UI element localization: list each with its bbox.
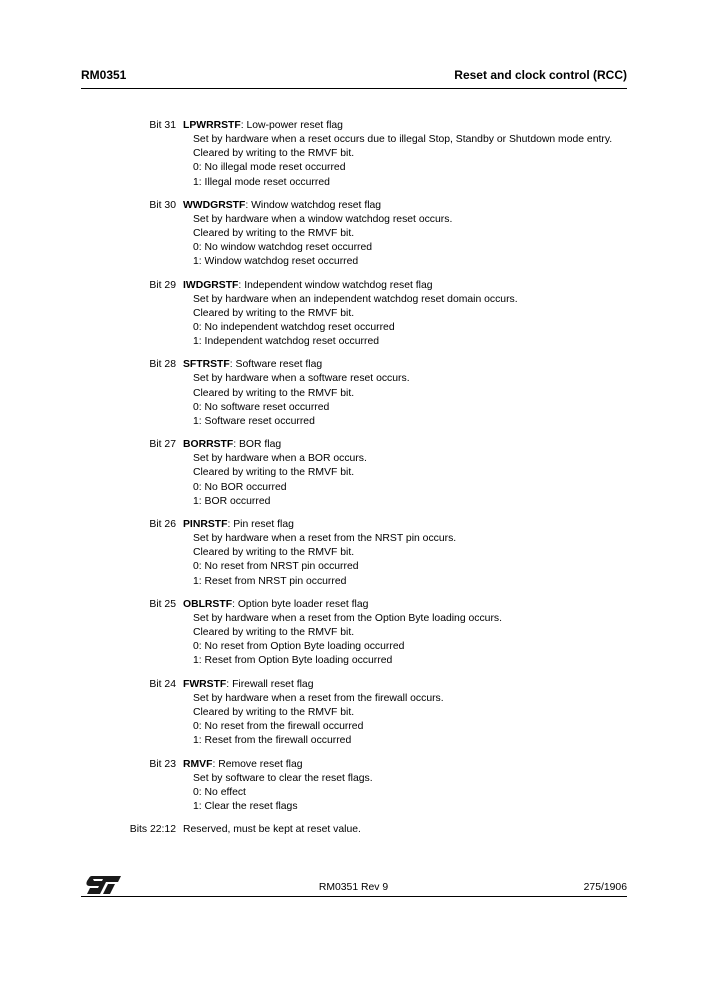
bit-detail-lines: [193, 692, 707, 749]
bit-title: [183, 822, 361, 837]
bit-heading: [0, 677, 707, 692]
bit-field-description: : Remove reset flag: [212, 758, 303, 770]
bit-detail-line: 1: Illegal mode reset occurred: [193, 176, 330, 188]
bit-descriptions: [0, 118, 707, 845]
bit-field-description: : Firewall reset flag: [226, 678, 314, 690]
bit-detail-line: Set by hardware when a BOR occurs.: [193, 453, 367, 465]
bit-detail-line: Cleared by writing to the RMVF bit.: [193, 547, 355, 559]
bit-entry: [0, 597, 707, 669]
bit-detail-line: 1: Independent watchdog reset occurred: [193, 336, 380, 348]
bit-title: [183, 198, 381, 213]
bit-field-name: LPWRRSTF: [183, 120, 241, 131]
bit-field-name: OBLRSTF: [183, 598, 233, 610]
bit-detail-line: Set by hardware when a reset from the firewall occurs.: [193, 692, 444, 704]
bit-title: [183, 278, 433, 293]
bit-detail-line: Set by hardware when a reset from the Option Byte loading occurs.: [193, 612, 502, 624]
bit-heading: [0, 517, 707, 532]
bit-detail-line: Set by hardware when a window watchdog reset occurs.: [193, 213, 453, 225]
bit-number: Bit 30: [149, 199, 176, 211]
bit-detail-line: 1: Software reset occurred: [193, 416, 315, 428]
bit-title: [183, 118, 343, 133]
footer-page-number: 275/1906: [583, 882, 627, 893]
bit-number: Bit 27: [149, 439, 176, 451]
bit-detail-lines: [193, 293, 707, 350]
bit-entry: [0, 357, 707, 429]
bit-detail-line: 1: Reset from NRST pin occurred: [193, 575, 347, 587]
bit-detail-lines: [193, 372, 707, 429]
bit-heading: [0, 437, 707, 452]
bit-field-name: FWRSTF: [183, 678, 227, 690]
bit-field-name: PINRSTF: [183, 519, 228, 531]
bit-title: [183, 517, 294, 532]
bit-number: Bit 31: [149, 120, 176, 131]
bit-field-description: : Pin reset flag: [227, 519, 294, 531]
bit-field-description: : Window watchdog reset flag: [245, 199, 382, 211]
bit-entry: [0, 437, 707, 509]
bit-number: Bit 24: [149, 678, 176, 690]
bit-detail-line: 0: No software reset occurred: [193, 401, 330, 413]
bit-detail-line: 1: Clear the reset flags: [193, 800, 298, 812]
bit-entry: [0, 198, 707, 270]
bit-title: [183, 357, 322, 372]
bit-entry: [0, 822, 707, 837]
bit-detail-lines: [193, 452, 707, 509]
bit-detail-line: Cleared by writing to the RMVF bit.: [193, 627, 355, 639]
bit-detail-line: Set by hardware when a reset occurs due to illegal Stop, Standby or Shutdown mode entry.: [193, 134, 613, 145]
footer-revision: RM0351 Rev 9: [318, 882, 389, 893]
bit-number: Bit 26: [149, 519, 176, 531]
bit-detail-line: Cleared by writing to the RMVF bit.: [193, 228, 355, 240]
header-divider: [81, 88, 627, 89]
bit-field-description: : Software reset flag: [229, 359, 323, 371]
bit-field-description: : BOR flag: [233, 439, 282, 451]
bit-detail-line: Cleared by writing to the RMVF bit.: [193, 307, 355, 319]
bit-field-description: : Independent window watchdog reset flag: [238, 279, 433, 291]
bit-detail-line: 0: No window watchdog reset occurred: [193, 242, 373, 254]
bit-heading: [0, 357, 707, 372]
section-title: Reset and clock control (RCC): [454, 68, 627, 82]
bit-detail-line: Cleared by writing to the RMVF bit.: [193, 467, 355, 479]
bit-detail-lines: [193, 133, 707, 190]
bit-detail-line: 0: No effect: [193, 786, 246, 798]
bit-number: Bit 29: [149, 279, 176, 291]
bit-field-name: RMVF: [183, 758, 213, 770]
bit-detail-line: 1: BOR occurred: [193, 495, 271, 507]
bit-field-description: : Option byte loader reset flag: [232, 598, 369, 610]
bit-detail-line: 0: No illegal mode reset occurred: [193, 162, 346, 174]
bit-field-description: Reserved, must be kept at reset value.: [183, 824, 361, 836]
bit-detail-line: 1: Window watchdog reset occurred: [193, 256, 359, 268]
bit-number: Bit 25: [149, 598, 176, 610]
bit-title: [183, 757, 303, 772]
bit-entry: [0, 118, 707, 190]
bit-title: [183, 597, 368, 612]
bit-field-name: WWDGRSTF: [183, 199, 246, 211]
bit-detail-line: 0: No reset from Option Byte loading occurred: [193, 641, 405, 653]
bit-detail-line: 0: No independent watchdog reset occurred: [193, 322, 395, 334]
bit-detail-line: 1: Reset from the firewall occurred: [193, 735, 352, 747]
bit-title: [183, 677, 314, 692]
bit-title: [183, 437, 281, 452]
bit-field-name: IWDGRSTF: [183, 279, 239, 291]
bit-entry: [0, 677, 707, 749]
bit-detail-line: Cleared by writing to the RMVF bit.: [193, 387, 355, 399]
bit-detail-line: Cleared by writing to the RMVF bit.: [193, 706, 355, 718]
bit-heading: [0, 757, 707, 772]
bit-heading: [0, 278, 707, 293]
bit-field-name: BORRSTF: [183, 439, 234, 451]
doc-id: RM0351: [81, 68, 127, 82]
bit-detail-lines: [193, 772, 707, 815]
bit-heading: [0, 198, 707, 213]
bit-detail-lines: [193, 213, 707, 270]
bit-detail-line: 1: Reset from Option Byte loading occurred: [193, 655, 393, 667]
bit-number: Bit 23: [149, 758, 176, 770]
bit-number: Bits 22:12: [129, 824, 176, 836]
bit-field-name: SFTRSTF: [183, 359, 230, 371]
bit-entry: [0, 757, 707, 815]
bit-heading: [0, 597, 707, 612]
bit-detail-line: Set by software to clear the reset flags.: [193, 772, 373, 784]
bit-entry: [0, 517, 707, 589]
page-header: [81, 68, 627, 82]
bit-detail-line: 0: No reset from NRST pin occurred: [193, 561, 359, 573]
bit-number: Bit 28: [149, 359, 176, 371]
footer-divider: [81, 896, 627, 897]
bit-detail-line: 0: No BOR occurred: [193, 481, 287, 493]
bit-detail-line: Set by hardware when an independent watchdog reset domain occurs.: [193, 293, 518, 305]
bit-field-description: : Low-power reset flag: [240, 120, 343, 131]
bit-detail-lines: [193, 612, 707, 669]
bit-detail-line: Set by hardware when a reset from the NRST pin occurs.: [193, 533, 457, 545]
bit-detail-line: Cleared by writing to the RMVF bit.: [193, 148, 355, 160]
bit-detail-line: 0: No reset from the firewall occurred: [193, 721, 364, 733]
bit-detail-lines: [193, 532, 707, 589]
bit-heading: [0, 118, 707, 133]
bit-heading: [0, 822, 707, 837]
bit-entry: [0, 278, 707, 350]
bit-detail-line: Set by hardware when a software reset occurs.: [193, 373, 410, 385]
